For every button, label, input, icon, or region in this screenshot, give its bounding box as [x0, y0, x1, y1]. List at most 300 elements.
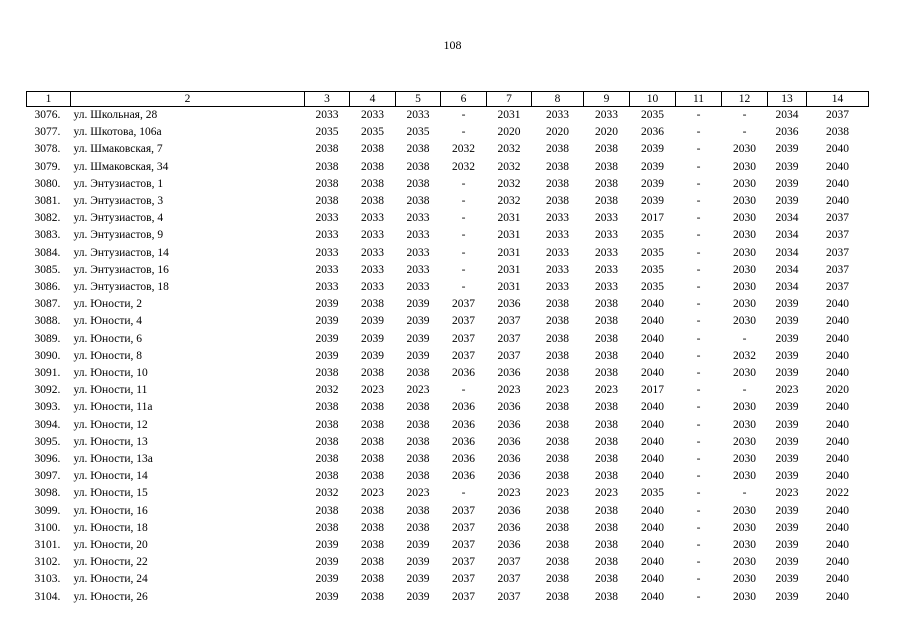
year-cell: 2030	[733, 590, 756, 603]
address-cell: ул. Энтузиастов, 3	[73, 195, 164, 208]
year-cell: 2038	[546, 332, 569, 345]
year-cell: 2037	[497, 556, 521, 569]
year-cell: 2039	[775, 521, 799, 534]
header-cell: 13	[768, 92, 807, 107]
year-cell: 2038	[546, 143, 569, 156]
year-cell: 2039	[775, 298, 799, 311]
year-cell: -	[696, 315, 701, 328]
year-cell: -	[696, 590, 701, 603]
year-cell: 2035	[641, 229, 664, 242]
year-cell: 2039	[315, 539, 339, 552]
year-cell: 2036	[452, 470, 475, 483]
year-cell: 2039	[775, 504, 799, 517]
year-cell: 2030	[733, 418, 756, 431]
year-cell: 2040	[826, 177, 849, 190]
year-cell: 2040	[641, 367, 664, 380]
year-cell: 2038	[595, 470, 618, 483]
year-cell: -	[696, 453, 701, 466]
year-cell: 2039	[641, 177, 664, 190]
year-cell: 2032	[733, 349, 756, 362]
row-number: 3079.	[34, 160, 61, 173]
year-cell: 2038	[546, 590, 569, 603]
year-cell: 2023	[406, 487, 430, 500]
year-cell: 2039	[775, 349, 799, 362]
year-cell: 2038	[546, 177, 569, 190]
row-number: 3087.	[34, 298, 61, 311]
year-cell: 2033	[315, 246, 339, 259]
year-cell: 2035	[315, 126, 339, 139]
row-number: 3100.	[34, 521, 61, 534]
year-cell: 2039	[315, 573, 339, 586]
year-cell: 2023	[595, 384, 618, 397]
table-row	[27, 399, 869, 416]
address-cell: ул. Шкотова, 106а	[73, 126, 162, 139]
year-cell: 2030	[733, 263, 756, 276]
year-cell: 2030	[733, 246, 756, 259]
year-cell: 2020	[497, 126, 521, 139]
year-cell: 2038	[546, 453, 569, 466]
year-cell: 2039	[406, 315, 430, 328]
year-cell: 2040	[826, 539, 849, 552]
year-cell: 2036	[497, 435, 521, 448]
year-cell: 2040	[826, 556, 849, 569]
row-number: 3078.	[34, 143, 61, 156]
year-cell: 2038	[361, 556, 384, 569]
table-row	[27, 279, 869, 296]
year-cell: 2038	[826, 126, 849, 139]
year-cell: 2038	[595, 160, 618, 173]
year-cell: 2040	[826, 315, 849, 328]
address-cell: ул. Юности, 8	[73, 349, 143, 362]
year-cell: 2023	[775, 384, 799, 397]
address-cell: ул. Юности, 10	[73, 367, 148, 380]
year-cell: -	[696, 418, 701, 431]
year-cell: 2038	[546, 556, 569, 569]
year-cell: 2033	[595, 212, 618, 225]
year-cell: 2039	[406, 590, 430, 603]
year-cell: -	[696, 160, 701, 173]
year-cell: 2038	[595, 367, 618, 380]
year-cell: 2038	[361, 590, 384, 603]
year-cell: -	[696, 126, 701, 139]
table-row	[27, 468, 869, 485]
table-row	[27, 382, 869, 399]
year-cell: 2032	[497, 177, 521, 190]
year-cell: 2033	[406, 212, 430, 225]
row-number: 3081.	[34, 195, 61, 208]
year-cell: 2038	[406, 521, 430, 534]
year-cell: 2020	[826, 384, 849, 397]
year-cell: 2035	[361, 126, 384, 139]
year-cell: 2023	[497, 384, 521, 397]
year-cell: 2038	[315, 453, 339, 466]
year-cell: 2030	[733, 556, 756, 569]
header-cell: 1	[27, 92, 71, 107]
table-row	[27, 176, 869, 193]
address-cell: ул. Юности, 13	[73, 435, 148, 448]
year-cell: 2033	[406, 229, 430, 242]
year-cell: 2040	[826, 453, 849, 466]
address-cell: ул. Юности, 13а	[73, 453, 153, 466]
table-row	[27, 554, 869, 571]
year-cell: 2038	[315, 177, 339, 190]
year-cell: 2035	[641, 281, 664, 294]
year-cell: 2031	[497, 246, 521, 259]
year-cell: -	[461, 126, 466, 139]
table-row	[27, 520, 869, 537]
year-cell: -	[696, 177, 701, 190]
year-cell: 2038	[361, 470, 384, 483]
table-row	[27, 245, 869, 262]
header-cell: 9	[584, 92, 630, 107]
year-cell: 2039	[775, 160, 799, 173]
year-cell: 2039	[775, 418, 799, 431]
year-cell: 2039	[315, 298, 339, 311]
table-row	[27, 141, 869, 158]
header-cell: 12	[722, 92, 768, 107]
year-cell: 2033	[595, 109, 618, 121]
row-number: 3091.	[34, 367, 61, 380]
year-cell: 2038	[546, 160, 569, 173]
year-cell: -	[461, 109, 466, 121]
year-cell: 2038	[406, 435, 430, 448]
year-cell: 2040	[641, 470, 664, 483]
year-cell: 2038	[546, 315, 569, 328]
data-table	[26, 91, 869, 606]
year-cell: -	[696, 143, 701, 156]
year-cell: 2038	[595, 143, 618, 156]
year-cell: 2033	[546, 263, 569, 276]
year-cell: 2035	[641, 109, 664, 121]
year-cell: 2040	[641, 539, 664, 552]
address-cell: ул. Юности, 14	[73, 470, 148, 483]
year-cell: 2038	[361, 435, 384, 448]
year-cell: 2033	[595, 263, 618, 276]
address-cell: ул. Энтузиастов, 16	[73, 263, 169, 276]
year-cell: 2038	[546, 504, 569, 517]
year-cell: 2033	[315, 109, 339, 121]
year-cell: 2017	[641, 384, 664, 397]
row-number: 3103.	[34, 573, 61, 586]
year-cell: -	[696, 556, 701, 569]
table-row	[27, 107, 869, 125]
year-cell: 2036	[452, 418, 475, 431]
address-cell: ул. Юности, 18	[73, 521, 148, 534]
year-cell: 2034	[775, 109, 799, 121]
year-cell: 2038	[361, 573, 384, 586]
year-cell: 2040	[826, 160, 849, 173]
year-cell: 2033	[546, 246, 569, 259]
year-cell: 2039	[315, 556, 339, 569]
year-cell: 2032	[452, 143, 475, 156]
year-cell: -	[461, 229, 466, 242]
year-cell: 2037	[826, 281, 849, 294]
year-cell: 2038	[406, 160, 430, 173]
year-cell: -	[696, 109, 701, 121]
year-cell: 2030	[733, 367, 756, 380]
header-cell: 4	[350, 92, 396, 107]
header-cell: 14	[807, 92, 869, 107]
year-cell: 2040	[641, 315, 664, 328]
year-cell: -	[696, 298, 701, 311]
year-cell: 2037	[452, 539, 475, 552]
year-cell: 2039	[406, 573, 430, 586]
year-cell: 2038	[315, 401, 339, 414]
year-cell: 2037	[826, 229, 849, 242]
year-cell: 2040	[826, 418, 849, 431]
year-cell: 2038	[406, 418, 430, 431]
row-number: 3088.	[34, 315, 61, 328]
year-cell: 2038	[595, 539, 618, 552]
year-cell: 2038	[595, 332, 618, 345]
year-cell: 2038	[595, 435, 618, 448]
year-cell: 2038	[546, 573, 569, 586]
year-cell: 2040	[826, 143, 849, 156]
year-cell: 2038	[595, 177, 618, 190]
table-row	[27, 365, 869, 382]
year-cell: 2039	[775, 177, 799, 190]
year-cell: 2037	[497, 332, 521, 345]
year-cell: 2038	[361, 539, 384, 552]
header-cell: 8	[532, 92, 584, 107]
year-cell: 2036	[497, 470, 521, 483]
header-row	[27, 92, 869, 107]
year-cell: 2038	[546, 195, 569, 208]
year-cell: 2038	[595, 195, 618, 208]
year-cell: 2036	[497, 418, 521, 431]
address-cell: ул. Юности, 6	[73, 332, 143, 345]
year-cell: 2033	[595, 281, 618, 294]
address-cell: ул. Юности, 24	[73, 573, 148, 586]
address-cell: ул. Юности, 12	[73, 418, 148, 431]
year-cell: 2032	[497, 143, 521, 156]
year-cell: -	[696, 470, 701, 483]
table-row	[27, 503, 869, 520]
header-cell: 10	[630, 92, 676, 107]
year-cell: 2034	[775, 212, 799, 225]
year-cell: 2040	[826, 195, 849, 208]
year-cell: 2038	[361, 143, 384, 156]
year-cell: 2037	[452, 556, 475, 569]
year-cell: 2036	[452, 453, 475, 466]
year-cell: -	[696, 332, 701, 345]
year-cell: 2034	[775, 246, 799, 259]
address-cell: ул. Юности, 20	[73, 539, 148, 552]
year-cell: 2035	[406, 126, 430, 139]
year-cell: -	[696, 212, 701, 225]
year-cell: 2037	[452, 315, 475, 328]
year-cell: 2038	[595, 349, 618, 362]
year-cell: 2040	[641, 435, 664, 448]
row-number: 3090.	[34, 349, 61, 362]
year-cell: 2040	[826, 435, 849, 448]
year-cell: 2037	[826, 212, 849, 225]
table-row	[27, 537, 869, 554]
year-cell: 2039	[406, 332, 430, 345]
year-cell: 2038	[361, 401, 384, 414]
year-cell: 2030	[733, 195, 756, 208]
year-cell: 2030	[733, 435, 756, 448]
year-cell: 2031	[497, 109, 521, 121]
year-cell: 2020	[546, 126, 569, 139]
year-cell: 2038	[546, 521, 569, 534]
year-cell: 2037	[497, 349, 521, 362]
year-cell: 2038	[546, 349, 569, 362]
year-cell: 2038	[406, 470, 430, 483]
year-cell: 2023	[361, 487, 384, 500]
year-cell: 2038	[595, 418, 618, 431]
table-header	[27, 92, 869, 107]
year-cell: 2039	[775, 470, 799, 483]
year-cell: -	[696, 539, 701, 552]
year-cell: 2033	[595, 246, 618, 259]
year-cell: 2038	[595, 298, 618, 311]
row-number: 3095.	[34, 435, 61, 448]
year-cell: 2030	[733, 315, 756, 328]
row-number: 3099.	[34, 504, 61, 517]
address-cell: ул. Юности, 11а	[73, 401, 153, 414]
year-cell: 2039	[361, 332, 384, 345]
year-cell: 2038	[315, 367, 339, 380]
table-row	[27, 227, 869, 244]
address-cell: ул. Энтузиастов, 18	[73, 281, 169, 294]
table-row	[27, 313, 869, 330]
year-cell: 2023	[546, 384, 569, 397]
year-cell: 2036	[497, 521, 521, 534]
year-cell: 2039	[315, 349, 339, 362]
year-cell: 2039	[775, 453, 799, 466]
year-cell: 2033	[361, 212, 384, 225]
year-cell: 2040	[826, 521, 849, 534]
year-cell: 2023	[546, 487, 569, 500]
year-cell: 2038	[406, 504, 430, 517]
year-cell: 2031	[497, 263, 521, 276]
year-cell: 2030	[733, 281, 756, 294]
year-cell: 2036	[641, 126, 664, 139]
year-cell: 2039	[406, 539, 430, 552]
year-cell: -	[696, 263, 701, 276]
year-cell: 2039	[641, 160, 664, 173]
year-cell: 2033	[315, 263, 339, 276]
year-cell: 2030	[733, 143, 756, 156]
year-cell: 2038	[406, 177, 430, 190]
year-cell: 2037	[826, 263, 849, 276]
year-cell: 2037	[497, 315, 521, 328]
year-cell: 2040	[641, 332, 664, 345]
year-cell: 2038	[361, 298, 384, 311]
year-cell: 2038	[361, 418, 384, 431]
year-cell: -	[696, 246, 701, 259]
year-cell: 2030	[733, 212, 756, 225]
year-cell: 2020	[595, 126, 618, 139]
address-cell: ул. Юности, 11	[73, 384, 148, 397]
year-cell: 2030	[733, 160, 756, 173]
table-row	[27, 210, 869, 227]
address-cell: ул. Энтузиастов, 1	[73, 177, 164, 190]
year-cell: -	[696, 521, 701, 534]
year-cell: 2033	[546, 109, 569, 121]
year-cell: 2038	[361, 453, 384, 466]
table-row	[27, 485, 869, 502]
row-number: 3077.	[34, 126, 61, 139]
year-cell: 2023	[406, 384, 430, 397]
row-number: 3097.	[34, 470, 61, 483]
year-cell: 2037	[452, 298, 475, 311]
address-cell: ул. Энтузиастов, 4	[73, 212, 164, 225]
year-cell: 2036	[497, 401, 521, 414]
year-cell: 2038	[546, 418, 569, 431]
year-cell: 2039	[775, 332, 799, 345]
address-cell: ул. Юности, 2	[73, 298, 143, 311]
table-row	[27, 262, 869, 279]
year-cell: -	[696, 487, 701, 500]
table-row	[27, 451, 869, 468]
year-cell: 2031	[497, 229, 521, 242]
year-cell: 2032	[452, 160, 475, 173]
year-cell: -	[742, 332, 747, 345]
year-cell: 2038	[595, 573, 618, 586]
year-cell: 2030	[733, 177, 756, 190]
year-cell: 2036	[452, 401, 475, 414]
table-body	[27, 107, 869, 606]
row-number: 3089.	[34, 332, 61, 345]
year-cell: 2037	[497, 590, 521, 603]
year-cell: 2032	[497, 195, 521, 208]
year-cell: 2038	[546, 367, 569, 380]
year-cell: 2039	[406, 349, 430, 362]
year-cell: 2030	[733, 521, 756, 534]
table-row	[27, 331, 869, 348]
year-cell: -	[461, 195, 466, 208]
row-number: 3093.	[34, 401, 61, 414]
year-cell: 2032	[497, 160, 521, 173]
year-cell: 2033	[406, 246, 430, 259]
year-cell: 2040	[826, 298, 849, 311]
year-cell: 2030	[733, 453, 756, 466]
row-number: 3085.	[34, 263, 61, 276]
year-cell: 2040	[641, 504, 664, 517]
year-cell: 2040	[826, 590, 849, 603]
year-cell: 2038	[595, 521, 618, 534]
year-cell: -	[696, 229, 701, 242]
row-number: 3092.	[34, 384, 61, 397]
year-cell: 2017	[641, 212, 664, 225]
year-cell: 2039	[315, 332, 339, 345]
year-cell: 2035	[641, 246, 664, 259]
year-cell: 2035	[641, 263, 664, 276]
address-cell: ул. Юности, 16	[73, 504, 148, 517]
year-cell: 2039	[775, 367, 799, 380]
row-number: 3101.	[34, 539, 61, 552]
year-cell: 2038	[315, 195, 339, 208]
year-cell: -	[742, 487, 747, 500]
year-cell: 2034	[775, 263, 799, 276]
year-cell: 2037	[826, 109, 849, 121]
address-cell: ул. Юности, 22	[73, 556, 148, 569]
table-row	[27, 417, 869, 434]
row-number: 3098.	[34, 487, 61, 500]
row-number: 3096.	[34, 453, 61, 466]
year-cell: 2038	[595, 504, 618, 517]
year-cell: 2038	[315, 160, 339, 173]
address-cell: ул. Шмаковская, 34	[73, 160, 169, 173]
year-cell: 2036	[497, 504, 521, 517]
year-cell: 2038	[361, 195, 384, 208]
year-cell: 2039	[775, 315, 799, 328]
year-cell: 2023	[361, 384, 384, 397]
year-cell: 2039	[775, 590, 799, 603]
year-cell: 2039	[775, 401, 799, 414]
